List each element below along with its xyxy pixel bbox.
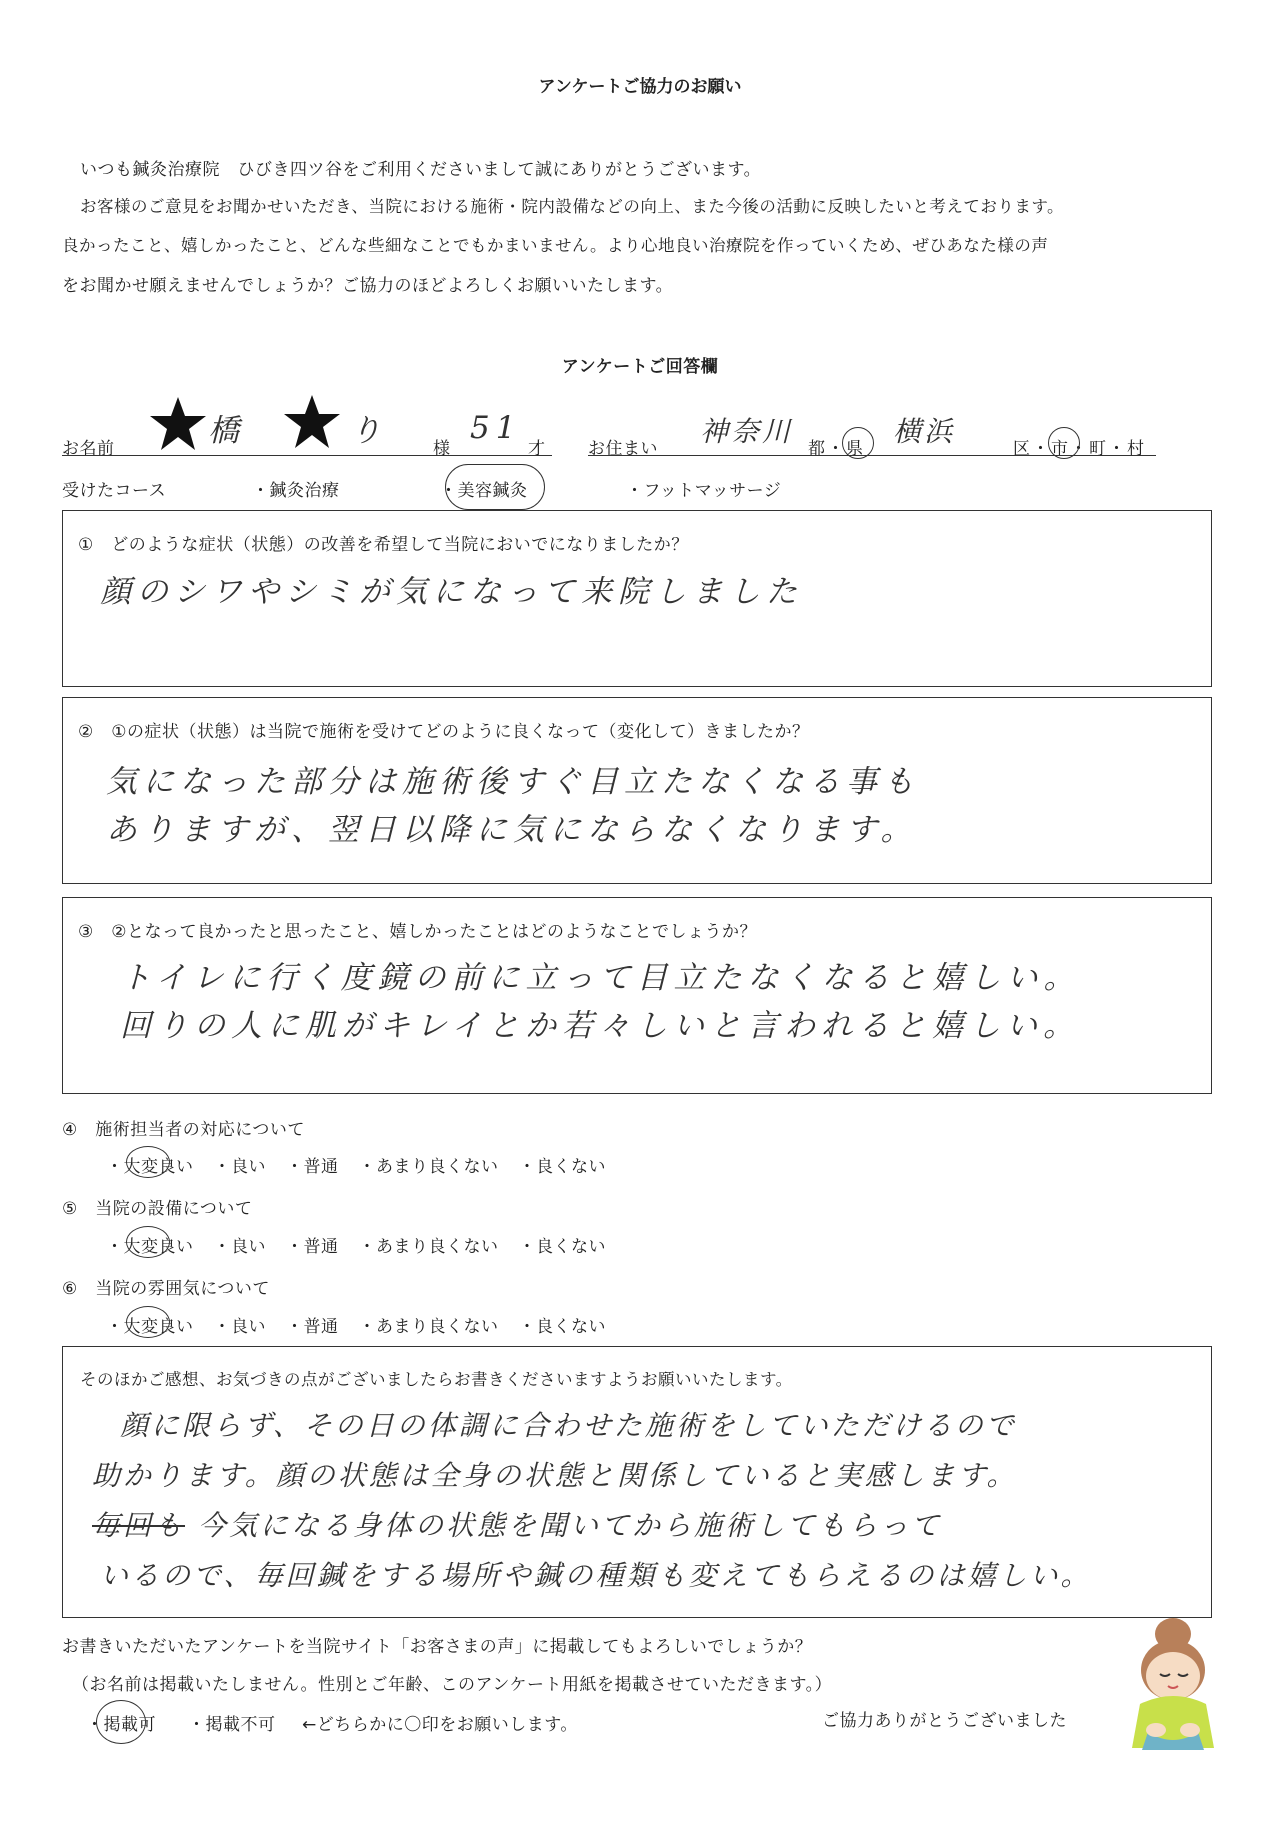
course-option-foot: ・フットマッサージ bbox=[626, 481, 782, 501]
comments-line-1: 顔に限らず、その日の体調に合わせた施術をしていただけるので bbox=[120, 1409, 1017, 1442]
course-label: 受けたコース bbox=[62, 481, 167, 501]
intro-line-2: お客様のご意見をお聞かせいただき、当院における施術・院内設備などの向上、また今後の活動に反映したいと考えております。 bbox=[80, 197, 1065, 216]
rating-option-not-so-good: ・あまり良くない bbox=[358, 1317, 499, 1337]
publish-selected-circle bbox=[96, 1700, 146, 1744]
rating-5-options bbox=[106, 1232, 626, 1257]
honorific: 様 bbox=[433, 439, 451, 459]
age-unit: 才 bbox=[528, 439, 546, 459]
publish-question: お書きいただいたアンケートを当院サイト「お客さまの声」に掲載してもよろしいでしょうか？ bbox=[62, 1637, 813, 1657]
rating-option-bad: ・良くない bbox=[518, 1317, 606, 1337]
rating-6-selected-circle bbox=[126, 1306, 170, 1338]
comments-line-3: 今気になる身体の状態を聞いてから施術してもらって bbox=[198, 1509, 943, 1542]
rating-option-good: ・良い bbox=[213, 1317, 266, 1337]
rating-option-very-good: ・大変良い bbox=[106, 1237, 194, 1257]
prefecture-suffix: 都・県 bbox=[808, 439, 865, 459]
rating-option-not-so-good: ・あまり良くない bbox=[358, 1237, 499, 1257]
question-1-label: ① どのような症状（状態）の改善を希望して当院においでになりましたか？ bbox=[78, 535, 689, 555]
age-value: 51 bbox=[470, 410, 522, 446]
thanks-text: ご協力ありがとうございました bbox=[822, 1711, 1067, 1731]
intro-line-4: をお聞かせ願えませんでしょうか？ご協力のほどよろしくお願いいたします。 bbox=[62, 276, 674, 296]
publish-note: （お名前は掲載いたしません。性別とご年齢、このアンケート用紙を掲載させていただきます。） bbox=[72, 1675, 833, 1695]
rating-option-bad: ・良くない bbox=[518, 1237, 606, 1257]
comments-line-2: 助かります。顔の状態は全身の状態と関係していると実感します。 bbox=[92, 1459, 1018, 1492]
comments-struck-text: 毎回も bbox=[92, 1509, 186, 1542]
question-2-label: ② ①の症状（状態）は当院で施術を受けてどのように良くなって（変化して）きましたか？ bbox=[78, 722, 810, 742]
city-value: 横浜 bbox=[893, 415, 956, 448]
comments-line-4: いるので、毎回鍼をする場所や鍼の種類も変えてもらえるのは嬉しい。 bbox=[100, 1559, 1092, 1592]
rating-option-very-good: ・大変良い bbox=[106, 1317, 194, 1337]
rating-5-selected-circle bbox=[126, 1226, 170, 1258]
rating-option-good: ・良い bbox=[213, 1237, 266, 1257]
intro-line-1: いつも鍼灸治療院 ひびき四ツ谷をご利用くださいまして誠にありがとうございます。 bbox=[80, 160, 762, 180]
question-3-answer-line-2: 回りの人に肌がキレイとか若々しいと言われると嬉しい。 bbox=[120, 1008, 1081, 1044]
course-option-beauty: ・美容鍼灸 bbox=[440, 481, 528, 501]
question-3-answer-line-1: トイレに行く度鏡の前に立って目立たなくなると嬉しい。 bbox=[120, 960, 1081, 996]
course-selected-circle bbox=[445, 464, 545, 510]
question-2-answer-line-2: ありますが、翌日以降に気にならなくなります。 bbox=[106, 812, 918, 848]
rating-4-label: ④ 施術担当者の対応について bbox=[62, 1120, 305, 1140]
question-1-answer-line-1: 顔のシワやシミが気になって来院しました bbox=[100, 574, 803, 610]
form-title: アンケートご協力のお願い bbox=[538, 77, 742, 97]
rating-option-very-good: ・大変良い bbox=[106, 1157, 194, 1177]
rating-6-options bbox=[106, 1312, 626, 1337]
question-2-answer-line-1: 気になった部分は施術後すぐ目立たなくなる事も bbox=[106, 764, 920, 800]
question-3-label: ③ ②となって良かったと思ったこと、嬉しかったことはどのようなことでしょうか？ bbox=[78, 922, 757, 942]
publish-instruction: ←どちらかに〇印をお願いします。 bbox=[302, 1715, 578, 1735]
comments-label: そのほかご感想、お気づきの点がございましたらお書きくださいますようお願いいたします。 bbox=[80, 1370, 793, 1389]
publish-option-allow: ・掲載可 bbox=[86, 1715, 156, 1735]
city-suffix: 区・市・町・村 bbox=[1013, 439, 1146, 459]
intro-line-3: 良かったこと、嬉しかったこと、どんな些細なことでもかまいません。より心地良い治療院を作っていくため、ぜひあなた様の声 bbox=[62, 236, 1049, 255]
mascot-girl-icon bbox=[1118, 1612, 1228, 1762]
rating-option-good: ・良い bbox=[213, 1157, 266, 1177]
publish-option-deny: ・掲載不可 bbox=[188, 1715, 276, 1735]
rating-6-label: ⑥ 当院の雰囲気について bbox=[62, 1279, 270, 1299]
redaction-star-icon bbox=[148, 395, 208, 453]
rating-option-not-so-good: ・あまり良くない bbox=[358, 1157, 499, 1177]
rating-option-average: ・普通 bbox=[286, 1237, 339, 1257]
rating-5-label: ⑤ 当院の設備について bbox=[62, 1199, 253, 1219]
rating-option-average: ・普通 bbox=[286, 1317, 339, 1337]
rating-4-selected-circle bbox=[126, 1146, 170, 1178]
answer-section-title: アンケートご回答欄 bbox=[561, 357, 719, 377]
rating-option-average: ・普通 bbox=[286, 1157, 339, 1177]
rating-option-bad: ・良くない bbox=[518, 1157, 606, 1177]
name-value: 橋 り bbox=[208, 413, 421, 449]
course-option-acupuncture: ・鍼灸治療 bbox=[252, 481, 340, 501]
prefecture-value: 神奈川 bbox=[700, 415, 794, 448]
address-label: お住まい bbox=[588, 439, 658, 459]
name-label: お名前 bbox=[62, 439, 115, 459]
rating-4-options bbox=[106, 1152, 626, 1177]
